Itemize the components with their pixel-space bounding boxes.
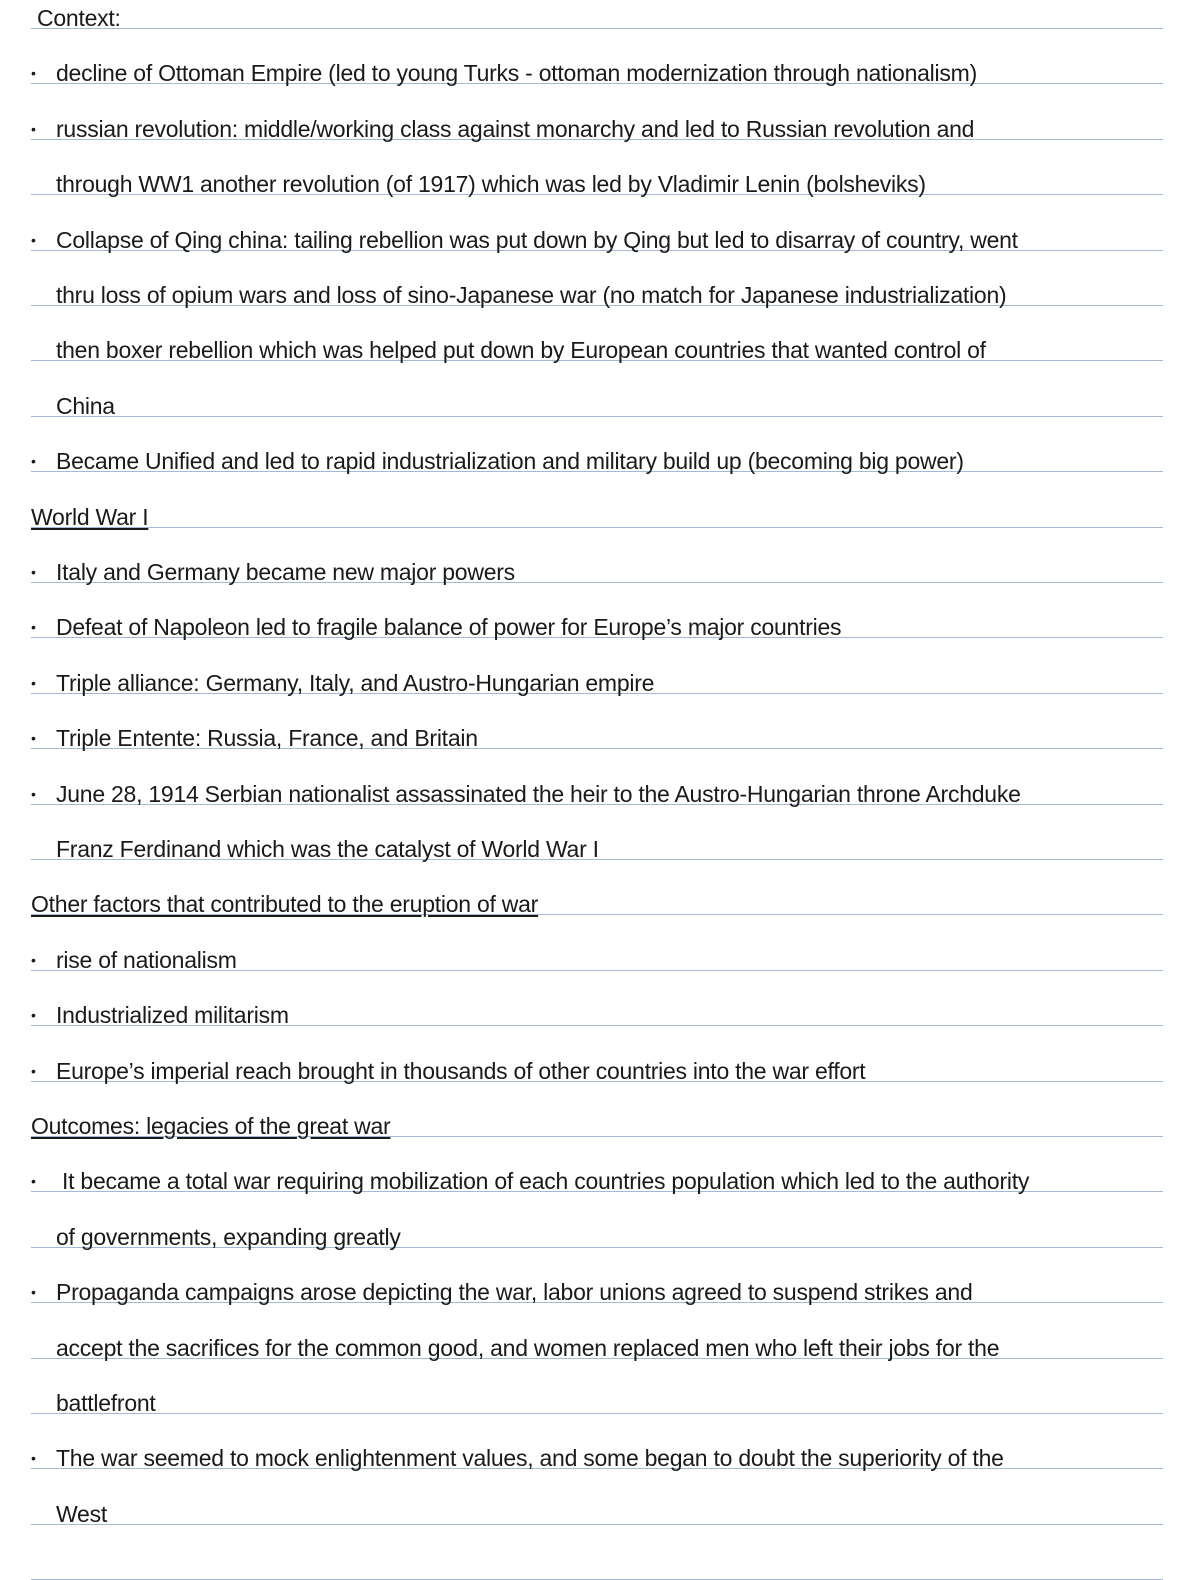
- line-text: then boxer rebellion which was helped put down by European countries that wanted control of: [56, 337, 986, 363]
- line-text: accept the sacrifices for the common good, and women replaced men who left their jobs for the: [56, 1335, 1000, 1361]
- note-line: [0, 1221, 1200, 1253]
- bullet-icon: •: [31, 1063, 36, 1079]
- note-line: [0, 1442, 1200, 1474]
- note-line: [0, 556, 1200, 588]
- line-text: China: [56, 393, 115, 419]
- note-line: [0, 999, 1200, 1031]
- bullet-icon: •: [31, 65, 36, 81]
- note-line: [0, 1332, 1200, 1364]
- note-line: [0, 168, 1200, 200]
- bullet-icon: •: [31, 1173, 36, 1189]
- note-line: [0, 1055, 1200, 1087]
- line-text: June 28, 1914 Serbian nationalist assassinated the heir to the Austro-Hungarian throne Archduke: [56, 781, 1021, 807]
- bullet-icon: •: [31, 1284, 36, 1300]
- section-heading: [0, 1110, 1200, 1142]
- note-line: [0, 445, 1200, 477]
- bullet-icon: •: [31, 675, 36, 691]
- bullet-icon: •: [31, 232, 36, 248]
- line-text: Collapse of Qing china: tailing rebellion was put down by Qing but led to disarray of country, went: [56, 227, 1018, 253]
- note-line: [0, 1276, 1200, 1308]
- line-text: Industrialized militarism: [56, 1002, 289, 1028]
- note-line: [0, 334, 1200, 366]
- bullet-icon: •: [31, 952, 36, 968]
- note-line: [0, 944, 1200, 976]
- bullet-icon: •: [31, 121, 36, 137]
- line-text: West: [56, 1501, 107, 1527]
- line-text: through WW1 another revolution (of 1917) which was led by Vladimir Lenin (bolsheviks): [56, 171, 926, 197]
- note-line: [0, 1165, 1200, 1197]
- line-text: of governments, expanding greatly: [56, 1224, 401, 1250]
- bullet-icon: •: [31, 453, 36, 469]
- line-text: Europe’s imperial reach brought in thousands of other countries into the war effort: [56, 1058, 866, 1084]
- note-line: [0, 1387, 1200, 1419]
- context-label: [0, 2, 1200, 34]
- bullet-icon: •: [31, 564, 36, 580]
- line-text: Defeat of Napoleon led to fragile balance of power for Europe’s major countries: [56, 614, 842, 640]
- note-line: [0, 1498, 1200, 1530]
- line-text: Outcomes: legacies of the great war: [31, 1113, 391, 1139]
- note-line: [0, 722, 1200, 754]
- line-text: Context:: [37, 5, 121, 31]
- line-text: Triple alliance: Germany, Italy, and Austro-Hungarian empire: [56, 670, 655, 696]
- note-line: [0, 667, 1200, 699]
- line-text: decline of Ottoman Empire (led to young Turks - ottoman modernization through nationalism): [56, 60, 977, 86]
- line-text: Propaganda campaigns arose depicting the war, labor unions agreed to suspend strikes and: [56, 1279, 973, 1305]
- line-text: Became Unified and led to rapid industrialization and military build up (becoming big power): [56, 448, 964, 474]
- bullet-icon: •: [31, 1450, 36, 1466]
- note-line: [0, 113, 1200, 145]
- note-line: [0, 833, 1200, 865]
- note-line: [0, 279, 1200, 311]
- line-text: rise of nationalism: [56, 947, 237, 973]
- bullet-icon: •: [31, 1007, 36, 1023]
- section-heading: [0, 888, 1200, 920]
- note-line: [0, 224, 1200, 256]
- line-text: It became a total war requiring mobilization of each countries population which led to the authority: [62, 1168, 1030, 1194]
- note-line: [0, 57, 1200, 89]
- line-text: thru loss of opium wars and loss of sino-Japanese war (no match for Japanese industrialization): [56, 282, 1007, 308]
- line-text: russian revolution: middle/working class against monarchy and led to Russian revolution and: [56, 116, 975, 142]
- bullet-icon: •: [31, 730, 36, 746]
- line-text: World War I: [31, 504, 149, 530]
- line-text: Other factors that contributed to the eruption of war: [31, 891, 539, 917]
- bullet-icon: •: [31, 619, 36, 635]
- line-text: Triple Entente: Russia, France, and Britain: [56, 725, 478, 751]
- line-text: Italy and Germany became new major powers: [56, 559, 515, 585]
- note-line: [0, 611, 1200, 643]
- line-text: The war seemed to mock enlightenment values, and some began to doubt the superiority of the: [56, 1445, 1004, 1471]
- section-heading: [0, 501, 1200, 533]
- bullet-icon: •: [31, 786, 36, 802]
- note-line: [0, 390, 1200, 422]
- line-text: battlefront: [56, 1390, 156, 1416]
- note-line: [0, 778, 1200, 810]
- line-text: Franz Ferdinand which was the catalyst of World War I: [56, 836, 599, 862]
